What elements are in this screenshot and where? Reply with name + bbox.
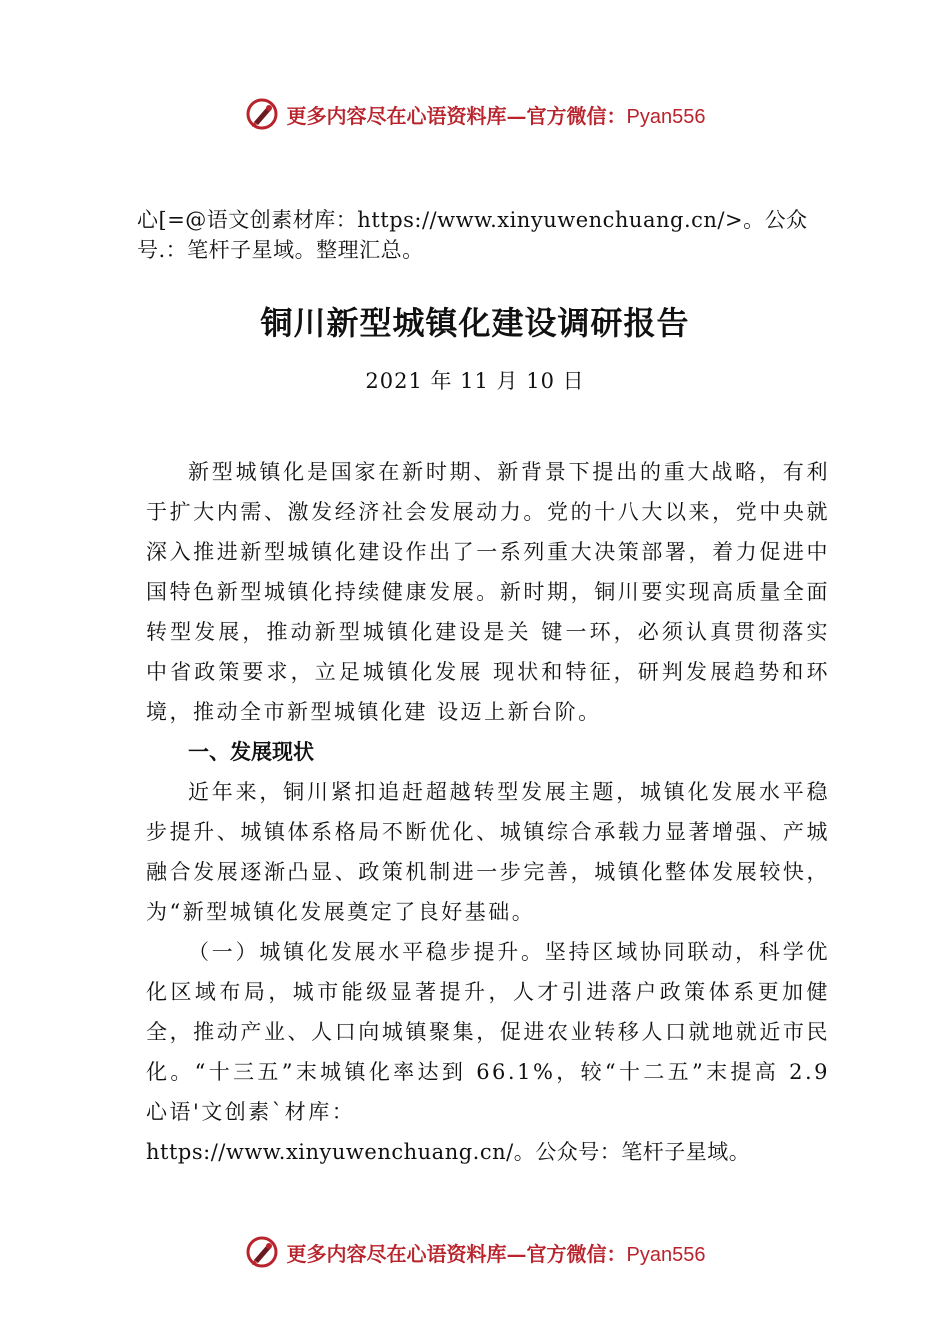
banner-main-text: 更多内容尽在心语资料库 xyxy=(286,103,507,128)
tail-line: https://www.xinyuwenchuang.cn/。公众号：笔杆子星域。 xyxy=(146,1140,751,1164)
banner-separator: — xyxy=(506,1241,527,1266)
banner-main-text: 更多内容尽在心语资料库 xyxy=(286,1241,507,1266)
banner-text xyxy=(287,1238,706,1267)
header-banner xyxy=(0,94,950,134)
pen-logo-icon xyxy=(245,1235,279,1269)
document-title: 铜川新型城镇化建设调研报告 xyxy=(260,304,690,342)
banner-wechat-id: Pyan556 xyxy=(626,105,706,128)
source-note: 心[=@语文创素材库：https://www.xinyuwenchuang.cn/>。公众号.：笔杆子星域。整理汇总。 xyxy=(137,208,808,262)
banner-text xyxy=(287,100,706,129)
section-heading-1: 一、发展现状 xyxy=(188,740,314,764)
pen-logo-icon xyxy=(245,97,279,131)
document-date: 2021 年 11 月 10 日 xyxy=(365,369,585,393)
banner-wechat-label: 官方微信： xyxy=(526,103,627,128)
banner-separator: — xyxy=(506,103,527,128)
status-paragraph: 近年来，铜川紧扣追赶超越转型发展主题，城镇化发展水平稳步提升、城镇体系格局不断优化、城镇综合承载力显著增强、产城融合发展逐渐凸显、政策机制进一步完善，城镇化整体发展较快，为“新型城镇化发展奠定了良好基础。 xyxy=(146,780,830,924)
banner-wechat-label: 官方微信： xyxy=(526,1241,627,1266)
intro-paragraph: 新型城镇化是国家在新时期、新背景下提出的重大战略，有利于扩大内需、激发经济社会发展动力。党的十八大以来，党中央就深入推进新型城镇化建设作出了一系列重大决策部署，着力促进中国特色新型城镇化持续健康发展。新时期，铜川要实现高质量全面转型发展，推动新型城镇化建设是关 键一环，必须认真贯彻落实中省政策要求，立足城镇化发展 现状和特征，研判发展趋势和环境，推动全市新型城镇化建 设迈上新台阶。 xyxy=(146,460,830,724)
subsection-1-paragraph: （一）城镇化发展水平稳步提升。坚持区域协同联动，科学优化区域布局，城市能级显著提升，人才引进落户政策体系更加健全，推动产业、人口向城镇聚集，促进农业转移人口就地就近市民化。“十三五”末城镇化率达到 66.1%，较“十二五”末提高 2.9心语'文创素`材库： xyxy=(146,940,830,1124)
banner-wechat-id: Pyan556 xyxy=(626,1243,706,1266)
footer-banner xyxy=(0,1232,950,1272)
document-body xyxy=(146,452,830,1172)
